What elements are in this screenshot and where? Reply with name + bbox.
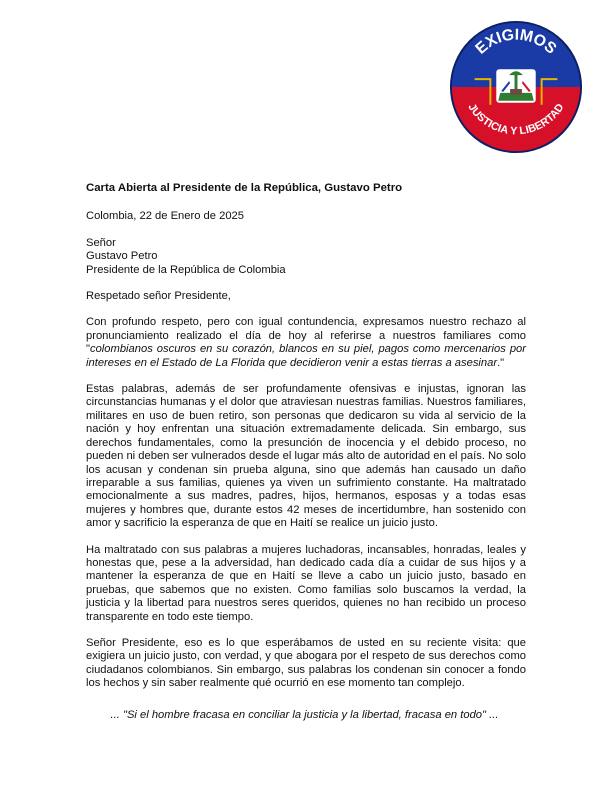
place-date: Colombia, 22 de Enero de 2025 bbox=[86, 210, 244, 223]
paragraph-1-intro: Con profundo respeto, pero con igual contundencia, expresamos nuestro rechazo al pronunciamiento realizado el día de hoy al referirse a nuestros familiares como " bbox=[86, 316, 526, 356]
paragraph-3: Ha maltratado con sus palabras a mujeres luchadoras, incansables, honradas, leales y honestas que, pese a la adversidad, han dedicado cada día a cuidar de sus hijos y a mantener la esperanza de que en Haití se lleve a cabo un juicio justo, basado en pruebas, que sabemos que no existen. Como familias solo buscamos la verdad, la justicia y la libertad para nuestros seres queridos, quienes no han recibido un proceso transparente en todo este tiempo. bbox=[86, 543, 526, 623]
logo-bottom-text: JUSTICIA Y LIBERTAD bbox=[465, 101, 567, 138]
recipient-block bbox=[86, 237, 526, 277]
paragraph-2: Estas palabras, además de ser profundamente ofensivas e injustas, ignoran las circunstancias humanas y el dolor que atraviesan nuestras familias. Nuestros familiares, militares en uso de buen retiro, son personas que dedicaron su vida al servicio de la nación y hoy enfrentan una situación extremadamente delicada. Sin embargo, sus derechos fundamentales, como la presunción de inocencia y el debido proceso, no pueden ni deben ser vulnerados desde el lugar más alto de autoridad en el país. No solo los acusan y condenan sin prueba alguna, sino que además han causado un daño irreparable a sus familias, quienes ya viven un sufrimiento constante. Ha maltratado emocionalmente a sus madres, padres, hijos, hermanos, esposas y a todas esas mujeres y hombres que, durante estos 42 meses de incertidumbre, han sostenido con amor y sacrificio la esperanza de que en Haití se realice un juicio justo. bbox=[86, 383, 526, 530]
paragraph-1 bbox=[86, 316, 526, 370]
haiti-coat-of-arms-icon bbox=[496, 69, 535, 103]
letter-title: Carta Abierta al Presidente de la República, Gustavo Petro bbox=[86, 182, 403, 194]
salutation: Respetado señor Presidente, bbox=[86, 290, 231, 303]
paragraph-1-end: ." bbox=[497, 356, 505, 369]
recipient-line: Presidente de la República de Colombia bbox=[86, 263, 286, 276]
recipient-line: Señor bbox=[86, 236, 116, 249]
closing-quote: ... "Si el hombre fracasa en conciliar la justicia y la libertad, fracasa en todo" ... bbox=[110, 709, 499, 721]
letter-body bbox=[86, 182, 526, 704]
paragraph-1-quote: colombianos oscuros en su corazón, blancos en su piel, pagos como mercenarios por intereses en el Estado de La Florida que decidieron venir a estas tierras a asesinar bbox=[86, 343, 526, 369]
exigimos-logo bbox=[447, 18, 585, 156]
paragraph-4: Señor Presidente, eso es lo que esperábamos de usted en su reciente visita: que exigiera un juicio justo, con verdad, y que abogara por el respeto de sus derechos como ciudadanos colombianos. Sin embargo, sus palabras los condenan sin conocer a fondo los hechos y sin saber realmente qué ocurrió en ese momento tan complejo. bbox=[86, 636, 526, 690]
logo-top-text: EXIGIMOS bbox=[472, 26, 560, 58]
recipient-line: Gustavo Petro bbox=[86, 250, 158, 263]
